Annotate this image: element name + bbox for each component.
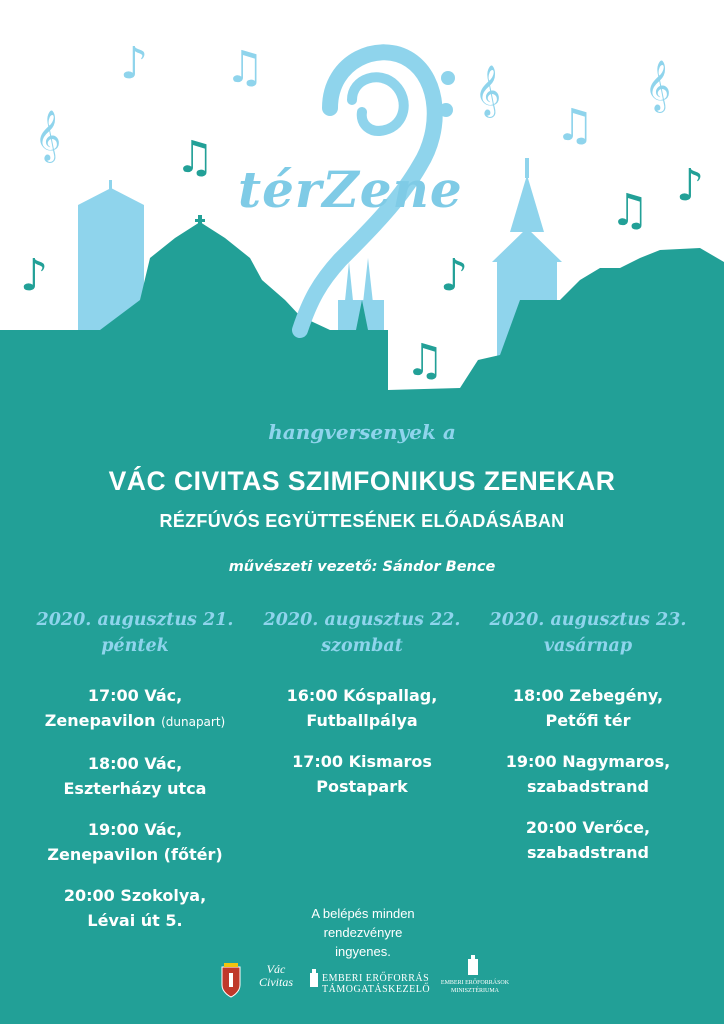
- event-item: [22, 683, 248, 735]
- emet-logo-text: [322, 973, 430, 995]
- day-weekday: szombat: [321, 636, 403, 656]
- event-time-place: 17:00 Kismaros: [292, 752, 432, 771]
- coat-of-arms-icon: [222, 963, 240, 997]
- svg-text:♫: ♫: [175, 132, 215, 183]
- day-date: 2020. augusztus 22.: [263, 610, 461, 630]
- day-weekday: péntek: [101, 636, 169, 656]
- emet-line-2: TÁMOGATÁSKEZELŐ: [322, 984, 431, 995]
- svg-text:♪: ♪: [440, 250, 469, 301]
- artistic-director: művészeti vezető: Sándor Bence: [228, 559, 496, 575]
- free-entry-line-1: A belépés minden: [311, 906, 415, 921]
- svg-text:♪: ♪: [20, 250, 49, 301]
- event-venue: Futballpálya: [306, 711, 418, 730]
- event-venue: [22, 842, 248, 867]
- event-item: [22, 751, 248, 801]
- event-venue: Postapark: [316, 777, 408, 796]
- intro-text: hangversenyek a: [268, 420, 456, 444]
- ministry-logo-text: [440, 979, 510, 995]
- svg-text:♫: ♫: [610, 185, 650, 236]
- event-time-place: 18:00 Zebegény,: [512, 686, 664, 705]
- event-venue: [22, 708, 248, 735]
- event-item: [249, 683, 475, 733]
- event-venue-name: Zenepavilon: [47, 845, 159, 864]
- ministry-line-1: EMBERI ERŐFORRÁSOK: [440, 980, 510, 986]
- day-column-3: [475, 607, 701, 881]
- event-venue: szabadstrand: [526, 843, 650, 862]
- free-entry-line-2: rendezvényre ingyenes.: [323, 925, 403, 959]
- emet-emblem-icon: [310, 969, 318, 987]
- event-venue-note: (főtér): [163, 845, 223, 864]
- event-item: [249, 749, 475, 799]
- event-time-place: 19:00 Nagymaros,: [505, 752, 671, 771]
- day-column-2: [249, 607, 475, 815]
- vac-civitas-logo: Vác Civitas: [258, 962, 293, 989]
- event-venue: Eszterházy utca: [63, 779, 207, 798]
- event-time-place: 20:00 Szokolya,: [63, 886, 207, 905]
- sponsor-logos: [0, 955, 724, 1005]
- event-item: [22, 817, 248, 867]
- page-subtitle: RÉZFÚVÓS EGYÜTTESÉNEK ELŐADÁSÁBAN: [159, 511, 565, 531]
- ministry-emblem-icon: [468, 955, 478, 975]
- svg-text:♫: ♫: [555, 100, 595, 151]
- event-item: [475, 749, 701, 799]
- svg-text:♫: ♫: [405, 335, 445, 386]
- event-venue: Petőfi tér: [545, 711, 631, 730]
- svg-text:𝄞: 𝄞: [645, 60, 672, 111]
- event-time-place: 16:00 Kóspallag,: [286, 686, 438, 705]
- event-item: [475, 683, 701, 733]
- event-time-place: 17:00 Vác,: [87, 686, 183, 705]
- event-time-place: 18:00 Vác,: [87, 754, 183, 773]
- event-item: [475, 815, 701, 865]
- svg-text:♫: ♫: [225, 42, 265, 93]
- event-venue: szabadstrand: [526, 777, 650, 796]
- svg-text:𝄞: 𝄞: [35, 110, 62, 161]
- emet-line-1: EMBERI ERŐFORRÁS: [322, 973, 430, 984]
- event-item: [22, 883, 248, 933]
- svg-text:♪: ♪: [120, 38, 149, 89]
- svg-text:♪: ♪: [676, 160, 705, 211]
- day-date: 2020. augusztus 21.: [36, 610, 234, 630]
- event-venue-name: Zenepavilon: [44, 711, 156, 730]
- page-title: VÁC CIVITAS SZIMFONIKUS ZENEKAR: [108, 466, 616, 496]
- terzene-logo-text: térZene: [238, 160, 463, 219]
- svg-text:𝄞: 𝄞: [475, 65, 502, 116]
- event-venue: Lévai út 5.: [87, 911, 183, 930]
- event-venue-note: (dunapart): [161, 715, 226, 729]
- ministry-line-2: MINISZTÉRIUMA: [451, 988, 499, 994]
- event-time-place: 19:00 Vác,: [87, 820, 183, 839]
- day-date: 2020. augusztus 23.: [489, 610, 687, 630]
- day-column-1: [22, 607, 248, 949]
- free-entry-note: [298, 904, 428, 961]
- day-weekday: vasárnap: [543, 636, 633, 656]
- event-time-place: 20:00 Verőce,: [525, 818, 651, 837]
